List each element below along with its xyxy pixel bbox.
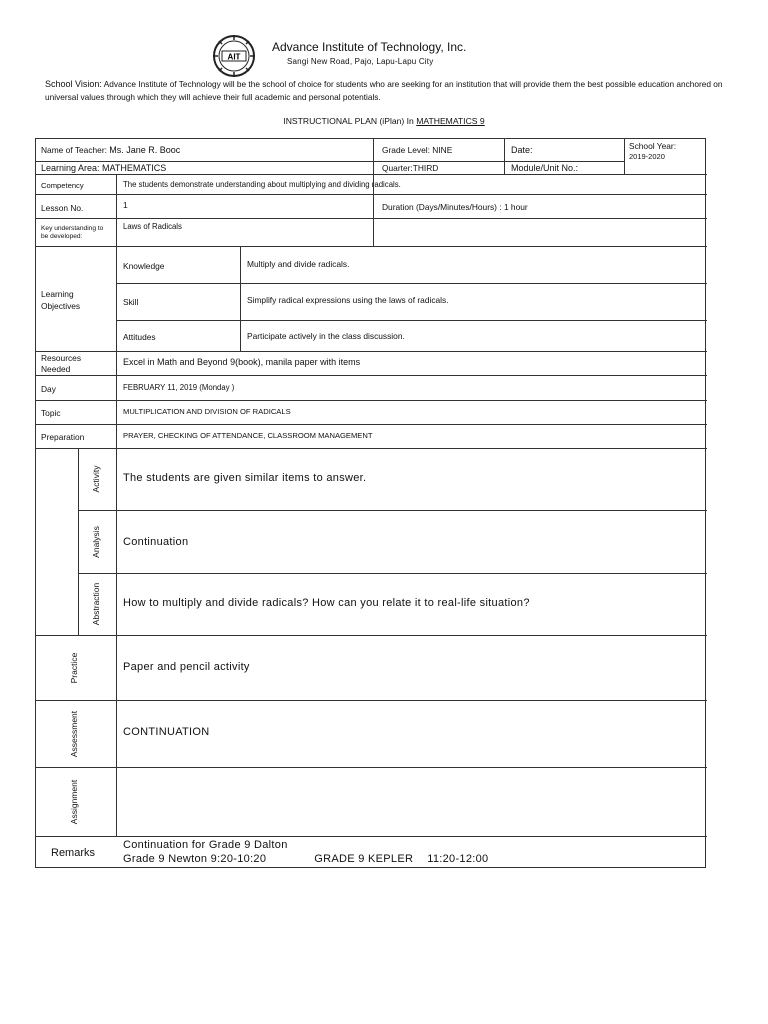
remarks-line-2: Grade 9 Newton 9:20-10:20 GRADE 9 KEPLER 11:20-12:00	[123, 853, 489, 865]
institution-name: Advance Institute of Technology, Inc.	[272, 40, 467, 54]
practice-label: Practice	[69, 652, 79, 684]
instructional-plan-table	[35, 138, 706, 868]
preparation-value: PRAYER, CHECKING OF ATTENDANCE, CLASSROOM MANAGEMENT	[123, 431, 373, 440]
quarter: Quarter:THIRD	[382, 163, 439, 173]
teacher-name: Ms. Jane R. Booc	[109, 145, 181, 155]
assignment-label: Assignment	[69, 779, 79, 825]
attitudes-label: Attitudes	[123, 332, 156, 342]
resources-value: Excel in Math and Beyond 9(book), manila paper with items	[123, 357, 361, 367]
remarks-label: Remarks	[51, 847, 96, 859]
analysis-label: Analysis	[91, 526, 101, 558]
day-value: FEBRUARY 11, 2019 (Monday )	[123, 383, 235, 392]
school-logo	[206, 34, 262, 78]
abstraction-label: Abstraction	[91, 582, 101, 626]
vision-text: Advance Institute of Technology will be the school of choice for students who are seeking for an institution that will provide them the best possible education anchored on universal values through which they will achieve their full academic and personal potentials.	[45, 79, 723, 102]
duration: Duration (Days/Minutes/Hours) : 1 hour	[382, 202, 528, 212]
activity-value: The students are given similar items to answer.	[123, 472, 367, 484]
competency-label: Competency	[41, 181, 84, 190]
objectives-label: Learning Objectives	[41, 289, 81, 311]
key-understanding-label: Key understanding to be developed:	[41, 225, 104, 240]
analysis-value: Continuation	[123, 536, 189, 548]
learning-area: Learning Area: MATHEMATICS	[41, 163, 167, 173]
lesson-label: Lesson No.	[41, 203, 84, 213]
competency-value: The students demonstrate understanding about multiplying and dividing radicals.	[123, 180, 401, 189]
assessment-label: Assessment	[69, 710, 79, 758]
abstraction-value: How to multiply and divide radicals? How can you relate it to real-life situation?	[123, 597, 530, 609]
preparation-label: Preparation	[41, 432, 85, 442]
activity-label: Activity	[91, 465, 101, 493]
svg-text:AIT: AIT	[227, 52, 241, 62]
assessment-value: CONTINUATION	[123, 726, 210, 738]
skill-value: Simplify radical expressions using the laws of radicals.	[247, 295, 449, 305]
school-year: School Year: 2019-2020	[629, 141, 677, 161]
topic-label: Topic	[41, 408, 61, 418]
skill-label: Skill	[123, 297, 139, 307]
knowledge-label: Knowledge	[123, 261, 165, 271]
vision-label: School Vision:	[45, 79, 102, 89]
attitudes-value: Participate actively in the class discussion.	[247, 331, 405, 341]
topic-value: MULTIPLICATION AND DIVISION OF RADICALS	[123, 407, 291, 416]
teacher-field: Name of Teacher: Ms. Jane R. Booc	[41, 145, 181, 155]
module-unit: Module/Unit No.:	[511, 163, 579, 173]
date-label: Date:	[511, 145, 533, 155]
key-understanding-value: Laws of Radicals	[123, 222, 182, 231]
plan-title: INSTRUCTIONAL PLAN (iPlan) In MATHEMATICS 9	[283, 116, 485, 126]
school-vision	[45, 78, 725, 104]
grade-level: Grade Level: NINE	[382, 145, 453, 155]
resources-label: Resources Needed	[41, 353, 82, 374]
day-label: Day	[41, 384, 56, 394]
lesson-value: 1	[123, 200, 128, 210]
institution-address: Sangi New Road, Pajo, Lapu-Lapu City	[287, 57, 434, 66]
knowledge-value: Multiply and divide radicals.	[247, 259, 350, 269]
practice-value: Paper and pencil activity	[123, 661, 250, 673]
remarks-line-1: Continuation for Grade 9 Dalton	[123, 839, 288, 851]
remarks-value	[118, 836, 493, 868]
assignment-value	[118, 789, 128, 793]
plan-subject: MATHEMATICS 9	[416, 116, 485, 126]
